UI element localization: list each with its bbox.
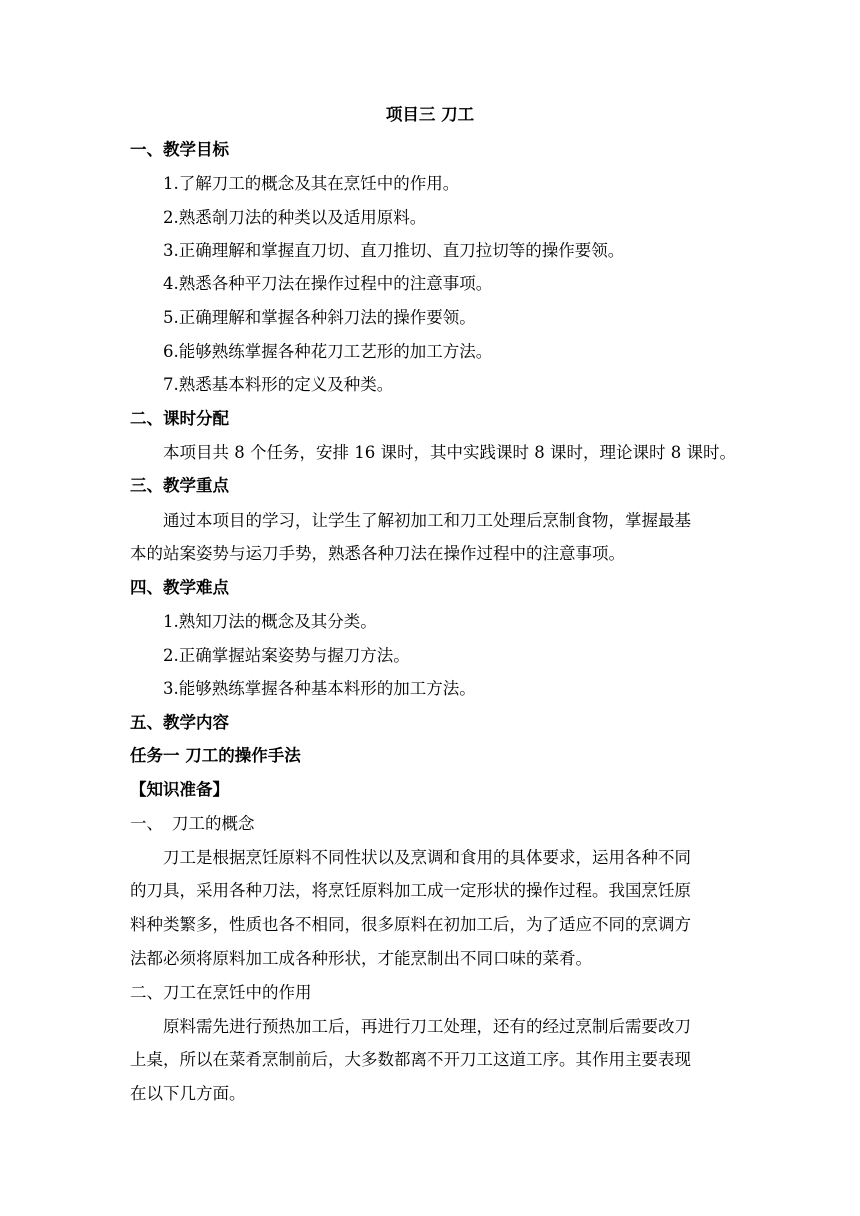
paragraph-line: 原料需先进行预热加工后，再进行刀工处理，还有的经过烹制后需要改刀 [163,1017,691,1036]
paragraph-line: 料种类繁多，性质也各不相同，很多原料在初加工后，为了适应不同的烹调方 [130,915,691,934]
objective-item: 6.能够熟练掌握各种花刀工艺形的加工方法。 [163,342,493,361]
difficulty-item: 2.正确掌握站案姿势与握刀方法。 [163,646,410,665]
objective-item: 3.正确理解和掌握直刀切、直刀推切、直刀拉切等的操作要领。 [163,241,625,260]
difficulty-item: 1.熟知刀法的概念及其分类。 [163,612,377,631]
objective-item: 4.熟悉各种平刀法在操作过程中的注意事项。 [163,274,493,293]
hours-paragraph: 本项目共 8 个任务，安排 16 课时，其中实践课时 8 课时，理论课时 8 课时。 [163,443,736,462]
key-points-line: 通过本项目的学习，让学生了解初加工和刀工处理后烹制食物，掌握最基 [163,511,691,530]
paragraph-line: 在以下几方面。 [130,1084,246,1103]
objective-item: 7.熟悉基本料形的定义及种类。 [163,375,394,394]
section-heading-content: 五、教学内容 [130,713,229,732]
knowledge-heading: 【知识准备】 [130,780,229,799]
objective-item: 5.正确理解和掌握各种斜刀法的操作要领。 [163,308,476,327]
section-heading-hours: 二、课时分配 [130,409,229,428]
paragraph-line: 刀工是根据烹饪原料不同性状以及烹调和食用的具体要求，运用各种不同 [163,848,691,867]
subsection-heading: 刀工的概念 [172,814,255,833]
task-heading: 任务一 刀工的操作手法 [130,746,301,765]
objective-item: 1.了解刀工的概念及其在烹饪中的作用。 [163,174,460,193]
section-heading-difficulties: 四、教学难点 [130,578,229,597]
paragraph-line: 上桌，所以在菜肴烹制前后，大多数都离不开刀工这道工序。其作用主要表现 [130,1050,691,1069]
objective-item: 2.熟悉剞刀法的种类以及适用原料。 [163,208,427,227]
paragraph-line: 的刀具，采用各种刀法，将烹饪原料加工成一定形状的操作过程。我国烹饪原 [130,881,691,900]
section-heading-objectives: 一、教学目标 [130,140,229,159]
page-title: 项目三 刀工 [385,105,475,124]
paragraph-line: 法都必须将原料加工成各种形状，才能烹制出不同口味的菜肴。 [130,949,592,968]
difficulty-item: 3.能够熟练掌握各种基本料形的加工方法。 [163,679,476,698]
section-heading-key-points: 三、教学重点 [130,476,229,495]
subsection-number: 一、 [130,814,163,833]
subsection-heading: 二、刀工在烹饪中的作用 [130,983,312,1002]
key-points-line: 本的站案姿势与运刀手势，熟悉各种刀法在操作过程中的注意事项。 [130,544,625,563]
